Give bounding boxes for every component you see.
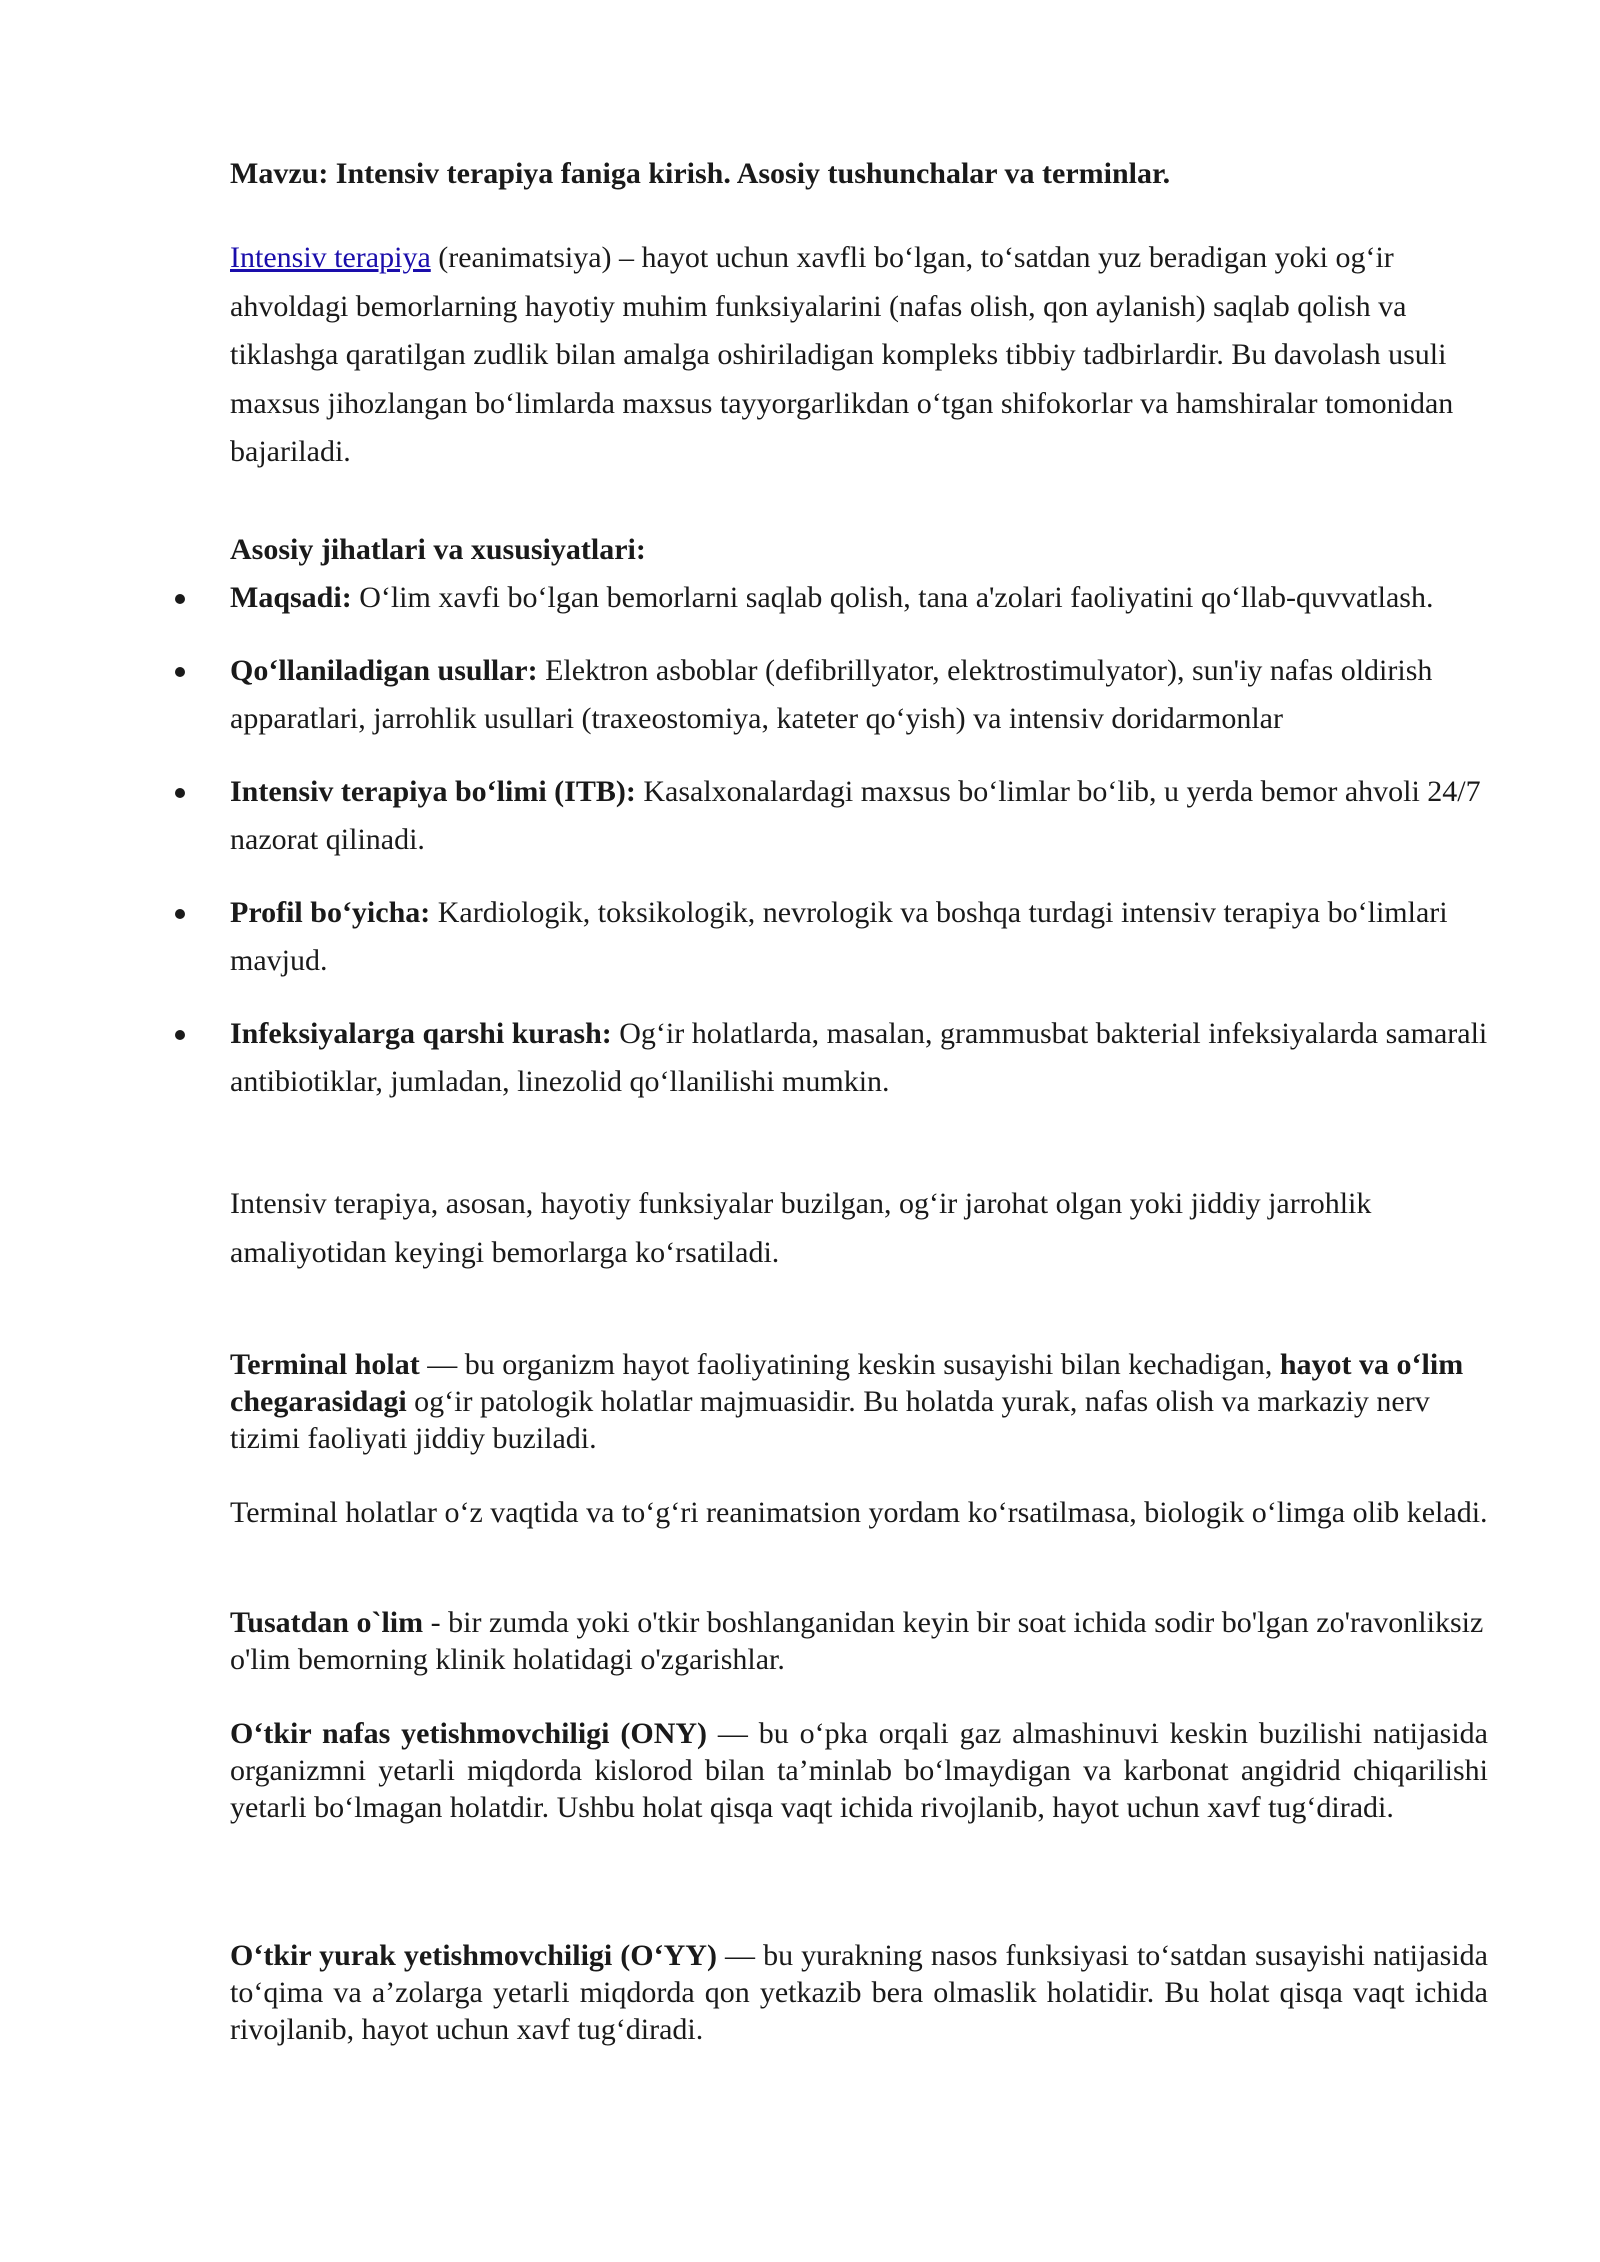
feature-term: Intensiv terapiya bo‘limi (ITB): (230, 774, 636, 808)
list-item (230, 574, 1488, 623)
list-item (230, 647, 1488, 744)
ony-definition (230, 1715, 1488, 1826)
feature-text: Elektron asboblar (defibrillyator, elektrostimulyator), sun'iy nafas oldirish apparatlari, jarrohlik usullari (traxeostomiya, kateter qo‘yish) va intensiv doridarmonlar (230, 653, 1433, 735)
feature-term: Profil bo‘yicha: (230, 895, 431, 929)
closing-paragraph: Intensiv terapiya, asosan, hayotiy funksiyalar buzilgan, og‘ir jarohat olgan yoki jiddiy jarrohlik amaliyotidan keyingi bemorlarga ko‘rsatiladi. (230, 1187, 1372, 1269)
list-item (230, 1010, 1488, 1107)
terminal-note: Terminal holatlar o‘z vaqtida va to‘g‘ri reanimatsion yordam ko‘rsatilmasa, biologik o‘limga olib keladi. (230, 1496, 1488, 1529)
sudden-death-text: - bir zumda yoki o'tkir boshlanganidan keyin bir soat ichida sodir bo'lgan zo'ravonliksiz o'lim bemorning klinik holatidagi o'zgarishlar. (230, 1606, 1484, 1676)
oyy-text: — bu yurakning nasos funksiyasi to‘satdan susayishi natijasida to‘qima va a’zolarga yetarli miqdorda qon yetkazib bera olmaslik holatidir. Bu holat qisqa vaqt ichida rivojlanib, hayot uchun xavf tug‘diradi. (230, 1939, 1488, 2046)
bullet-icon (175, 788, 185, 798)
ony-term: O‘tkir nafas yetishmovchiligi (ONY) (230, 1717, 708, 1750)
feature-term: Infeksiyalarga qarshi kurash: (230, 1016, 612, 1050)
intro-text: (reanimatsiya) – hayot uchun xavfli bo‘lgan, to‘satdan yuz beradigan yoki og‘ir ahvoldagi bemorlarning hayotiy muhim funksiyalarini (nafas olish, qon aylanish) saqlab qolish va tiklashga qaratilgan zudlik bilan amalga oshiriladigan kompleks tibbiy tadbirlardir. Bu davolash usuli maxsus jihozlangan bo‘limlarda maxsus tayyorgarlikdan o‘tgan shifokorlar va hamshiralar tomonidan bajariladi. (230, 241, 1454, 468)
bullet-icon (175, 594, 185, 604)
intensive-therapy-link[interactable]: Intensiv terapiya (230, 241, 431, 274)
feature-text: O‘lim xavfi bo‘lgan bemorlarni saqlab qolish, tana a'zolari faoliyatini qo‘llab-quvvatlash. (351, 581, 1434, 614)
feature-text: Og‘ir holatlarda, masalan, grammusbat bakterial infeksiyalarda samarali antibiotiklar, jumladan, linezolid qo‘llanilishi mumkin. (230, 1016, 1488, 1098)
list-item (230, 889, 1488, 986)
feature-text: Kasalxonalardagi maxsus bo‘limlar bo‘lib, u yerda bemor ahvoli 24/7 nazorat qilinadi. (230, 774, 1481, 856)
sudden-death-term: Tusatdan o`lim (230, 1606, 424, 1639)
bullet-icon (175, 667, 185, 677)
terminal-state-definition (230, 1346, 1488, 1457)
intro-paragraph (230, 234, 1488, 477)
oyy-term: O‘tkir yurak yetishmovchiligi (O‘YY) (230, 1939, 717, 1972)
features-list (230, 574, 1488, 1131)
sudden-death-definition (230, 1604, 1488, 1678)
feature-term: Qo‘llaniladigan usullar: (230, 653, 538, 687)
terminal-text: — bu organizm hayot faoliyatining keskin susayishi bilan kechadigan, (419, 1348, 1280, 1381)
feature-term: Maqsadi: (230, 581, 352, 614)
bullet-icon (175, 909, 185, 919)
terminal-emphasis: hayot va o‘lim chegarasidagi (230, 1348, 1464, 1418)
oyy-definition (230, 1937, 1488, 2048)
bullet-icon (175, 1030, 185, 1040)
ony-text: — bu o‘pka orqali gaz almashinuvi keskin buzilishi natijasida organizmni yetarli miqdorda kislorod bilan ta’minlab bo‘lmaydigan va karbonat angidrid chiqarilishi yetarli bo‘lmagan holatdir. Ushbu holat qisqa vaqt ichida rivojlanib, hayot uchun xavf tug‘diradi. (230, 1717, 1488, 1824)
terminal-term: Terminal holat (230, 1348, 420, 1381)
list-item (230, 768, 1488, 865)
page-title: Mavzu: Intensiv terapiya faniga kirish. Asosiy tushunchalar va terminlar. (230, 157, 1171, 190)
terminal-text-continued: og‘ir patologik holatlar majmuasidir. Bu holatda yurak, nafas olish va markaziy nerv tizimi faoliyati jiddiy buziladi. (230, 1385, 1430, 1455)
feature-text: Kardiologik, toksikologik, nevrologik va boshqa turdagi intensiv terapiya bo‘limlari mavjud. (230, 895, 1448, 977)
features-heading: Asosiy jihatlari va xususiyatlari: (230, 533, 646, 566)
